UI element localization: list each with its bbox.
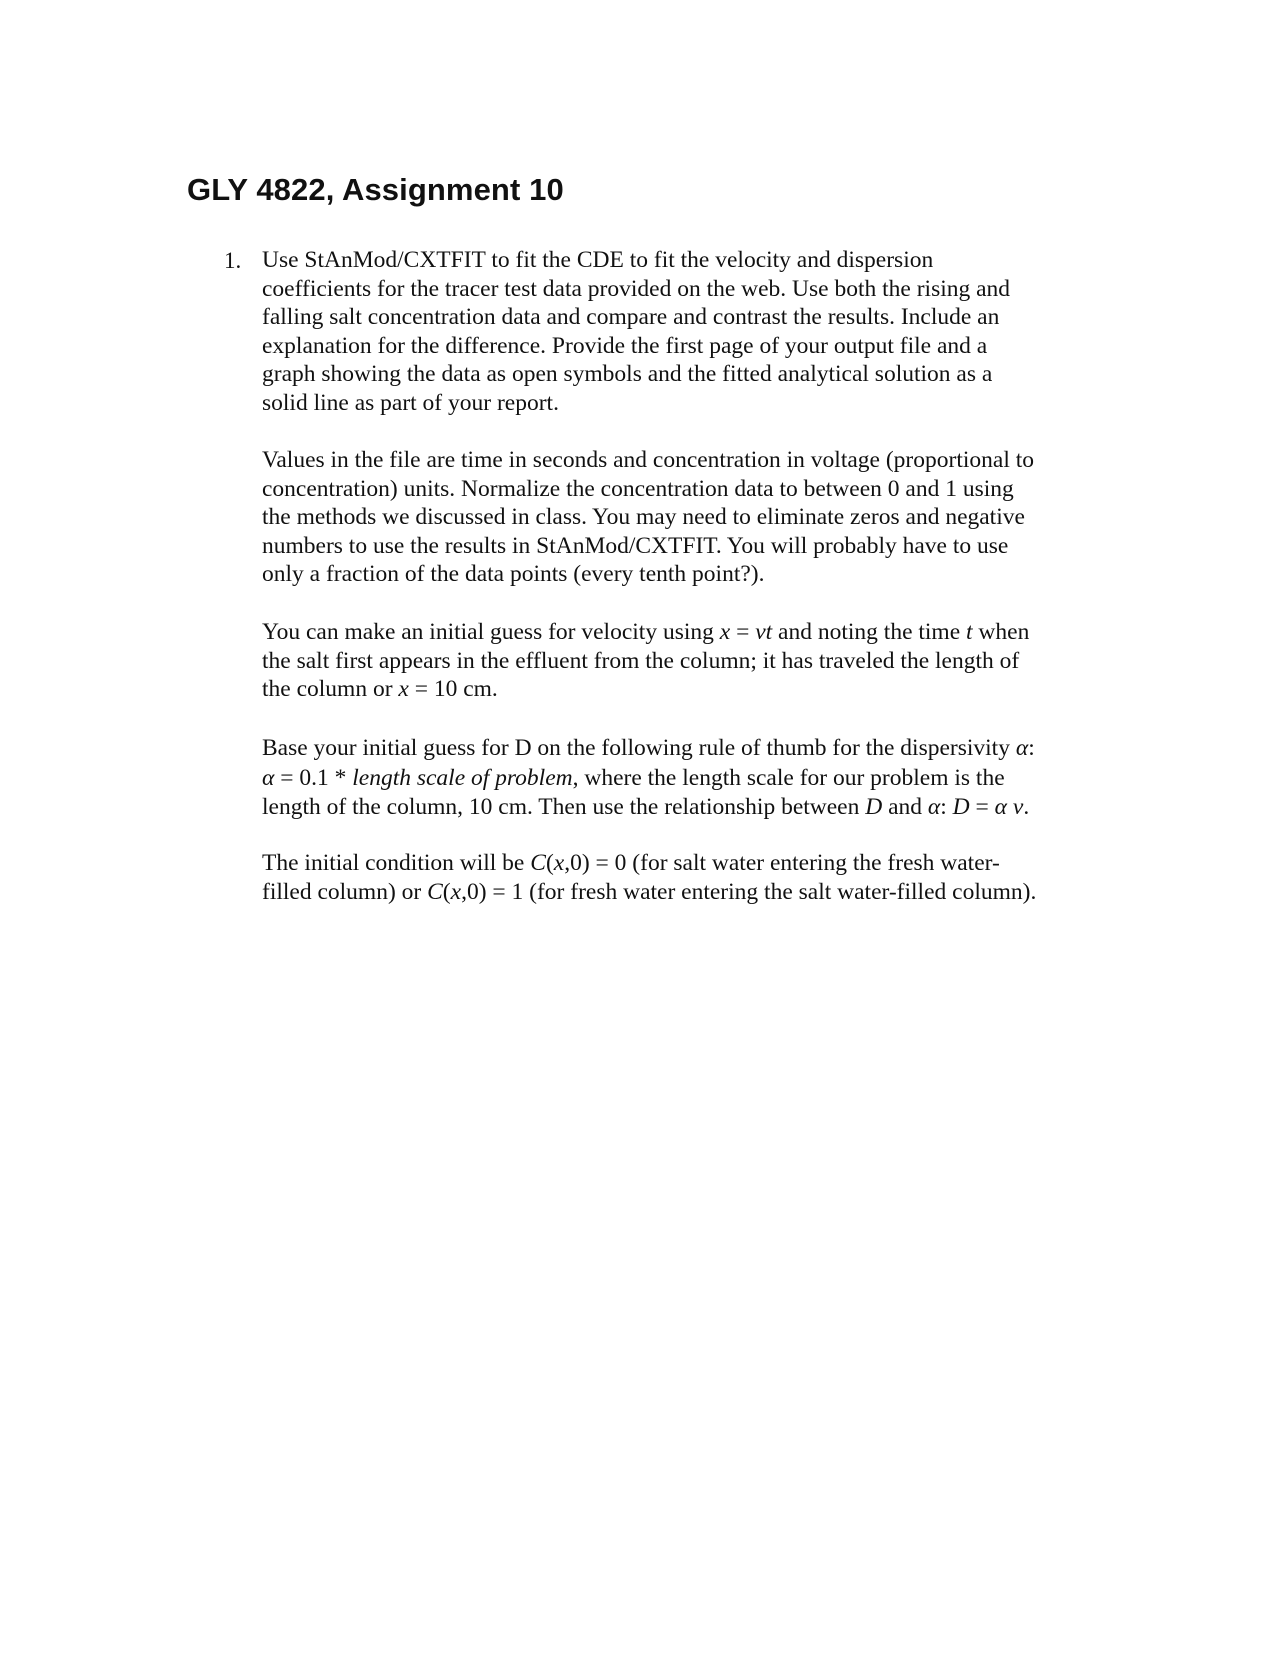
text-line: graph showing the data as open symbols and the fitted analytical solution as a [262, 361, 993, 387]
text-run: ,0) = 0 [564, 850, 627, 876]
text-line [262, 849, 1102, 878]
text-run: filled column) or [262, 878, 428, 905]
text-run: and [882, 794, 928, 820]
text-run: = [730, 619, 756, 645]
variable-C: C [530, 850, 546, 876]
text-line: Use StAnMod/CXTFIT to fit the CDE to fit the velocity and dispersion [262, 247, 934, 273]
text-line: solid line as part of your report. [262, 389, 559, 416]
text-run: You can make an initial guess for velocity using [262, 619, 720, 645]
item-number: 1. [224, 248, 242, 273]
text-run: (for salt water entering the fresh water- [626, 850, 1000, 876]
symbol-alpha: α [994, 794, 1007, 820]
text-line [262, 878, 1102, 907]
paragraph-dispersion-guess [262, 734, 1102, 823]
text-run: : [1028, 735, 1035, 761]
text-run: length of the column, 10 cm. Then use the relationship between [262, 794, 866, 820]
text-run: and noting the time [772, 619, 967, 645]
text-run: ( [545, 850, 554, 876]
text-run: (for fresh water entering the salt water-filled column). [523, 878, 1037, 905]
paragraph-initial-condition [262, 849, 1102, 906]
variable-x: x [398, 676, 409, 702]
text-line: the methods we discussed in class. You may need to eliminate zeros and negative [262, 504, 1025, 530]
text-run: : [940, 794, 953, 820]
text-line: only a fraction of the data points (every tenth point?). [262, 561, 765, 587]
text-run: The initial condition will be [262, 850, 531, 876]
variable-t: t [966, 619, 973, 645]
italic-text: length scale of problem [352, 764, 573, 791]
variable-v: v [1012, 794, 1024, 820]
text-run: = [969, 794, 995, 820]
variable-x: x [450, 878, 462, 905]
text-run: when [972, 619, 1030, 645]
variable-x: x [553, 850, 565, 876]
page-title: GLY 4822, Assignment 10 [187, 172, 564, 207]
variable-x: x [719, 619, 731, 645]
symbol-alpha: α [262, 764, 275, 791]
text-line [262, 734, 1102, 764]
text-line: the salt first appears in the effluent from the column; it has traveled the length of [262, 647, 1020, 674]
variable-vt: vt [755, 619, 773, 645]
text-run: = 10 cm. [408, 676, 498, 702]
text-line: numbers to use the results in StAnMod/CXTFIT. You will probably have to use [262, 532, 1009, 559]
text-line: explanation for the difference. Provide the first page of your output file and a [262, 332, 988, 359]
text-line: falling salt concentration data and compare and contrast the results. Include an [262, 304, 1000, 330]
text-run: ,0) = 1 [461, 878, 524, 905]
variable-C: C [427, 878, 443, 905]
text-run: = 0.1 * [274, 764, 353, 791]
variable-D: D [952, 794, 970, 820]
text-line [262, 618, 1102, 647]
text-run: Base your initial guess for D on the following rule of thumb for the dispersivity [262, 735, 1016, 761]
variable-D: D [865, 794, 883, 820]
text-run: . [1023, 794, 1030, 820]
paragraph-task-description [262, 246, 1102, 417]
text-line: concentration) units. Normalize the concentration data to between 0 and 1 using [262, 475, 1014, 502]
text-line [262, 793, 1102, 823]
text-line [262, 764, 1102, 794]
symbol-alpha: α [1015, 735, 1029, 761]
text-run: ( [442, 878, 451, 905]
text-line: coefficients for the tracer test data provided on the web. Use both the rising and [262, 275, 1011, 302]
text-run: , where the length scale for our problem is the [572, 764, 1005, 791]
paragraph-data-values [262, 446, 1102, 589]
text-line: Values in the file are time in seconds and concentration in voltage (proportional to [262, 447, 1035, 473]
symbol-alpha: α [927, 794, 941, 820]
text-run: the column or [262, 676, 399, 702]
text-line [262, 675, 1102, 704]
paragraph-velocity-guess [262, 618, 1102, 704]
